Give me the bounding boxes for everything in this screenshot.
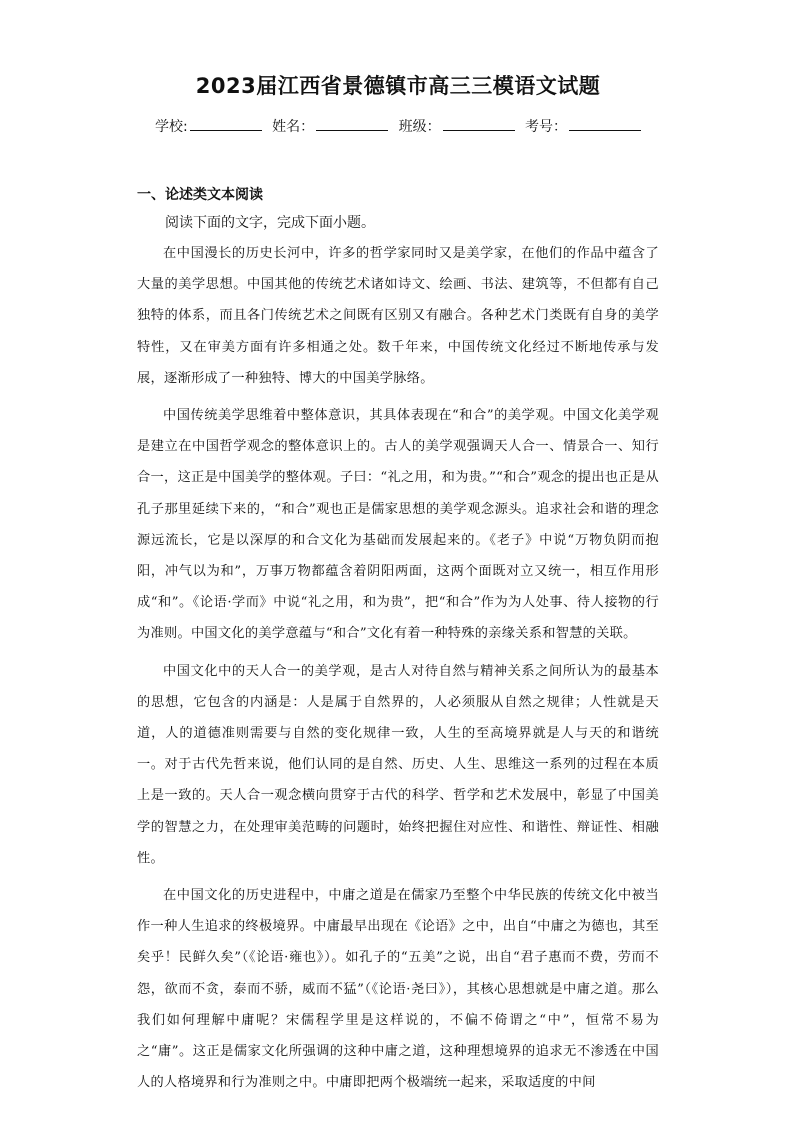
paragraph-2: 中国传统美学思维着中整体意识，其具体表现在“和合”的美学观。中国文化美学观是建立在中国哲学观念的整体意识上的。古人的美学观强调天人合一、情景合一、知行合一，这正是中国美学的整体观。子曰：“礼之用，和为贵。”“和合”观念的提出也正是从孔子那里延续下来的，“和合”观也正是儒家思想的美学观念源头。追求社会和谐的理念源远流长，它是以深厚的和合文化为基础而发展起来的。《老子》中说“万物负阴而抱阳，冲气以为和”，万事万物都蕴含着阴阳两面，这两个面既对立又统一，相互作用形成“和”。《论语·学而》中说“礼之用，和为贵”，把“和合”作为为人处事、待人接物的行为准则。中国文化的美学意蕴与“和合”文化有着一种特殊的亲缘关系和智慧的关联。	[137, 408, 659, 642]
student-info-line	[137, 116, 659, 136]
paragraph-1: 在中国漫长的历史长河中，许多的哲学家同时又是美学家，在他们的作品中蕴含了大量的美学思想。中国其他的传统艺术诸如诗文、绘画、书法、建筑等，不但都有自己独特的体系，而且各门传统艺术之间既有区别又有融合。各种艺术门类既有自身的美学特性，又在审美方面有许多相通之处。数千年来，中国传统文化经过不断地传承与发展，逐渐形成了一种独特、博大的中国美学脉络。	[137, 246, 659, 386]
exam-number-label: 考号：	[525, 119, 568, 135]
document-title: 2023届江西省景德镇市高三三模语文试题	[195, 74, 601, 98]
class-blank	[443, 118, 515, 131]
paragraph-3: 中国文化中的天人合一的美学观，是古人对待自然与精神关系之间所认为的最基本的思想，它包含的内涵是：人是属于自然界的，人必须服从自然之规律；人性就是天道，人的道德准则需要与自然的变化规律一致，人生的至高境界就是人与天的和谐统一。对于古代先哲来说，他们认同的是自然、历史、人生、思维这一系列的过程在本质上是一致的。天人合一观念横向贯穿于古代的科学、哲学和艺术发展中，彰显了中国美学的智慧之力，在处理审美范畴的问题时，始终把握住对应性、和谐性、辩证性、相融性。	[137, 663, 659, 866]
name-field	[272, 116, 388, 136]
school-blank	[190, 118, 262, 131]
class-field	[399, 116, 515, 136]
class-label: 班级：	[398, 119, 441, 135]
school-label: 学校:	[154, 119, 188, 135]
reading-instruction: 阅读下面的文字，完成下面小题。	[165, 215, 375, 231]
exam-number-blank	[569, 118, 641, 131]
exam-number-field	[525, 116, 641, 136]
paragraph-4: 在中国文化的历史进程中，中庸之道是在儒家乃至整个中华民族的传统文化中被当作一种人生追求的终极境界。中庸最早出现在《论语》之中，出自“中庸之为德也，其至矣乎！民鲜久矣”（《论语·雍也》）。如孔子的“五美”之说，出自“君子惠而不费，劳而不怨，欲而不贪，泰而不骄，威而不猛”（《论语·尧曰》），其核心思想就是中庸之道。那么我们如何理解中庸呢？宋儒程学里是这样说的，不偏不倚谓之“中”，恒常不易为之“庸”。这正是儒家文化所强调的这种中庸之道，这种理想境界的追求无不渗透在中国人的人格境界和行为准则之中。中庸即把两个极端统一起来，采取适度的中间	[137, 888, 659, 1091]
section-heading: 一、论述类文本阅读	[137, 187, 263, 203]
school-field	[155, 116, 262, 136]
name-blank	[316, 118, 388, 131]
name-label: 姓名：	[272, 119, 315, 135]
